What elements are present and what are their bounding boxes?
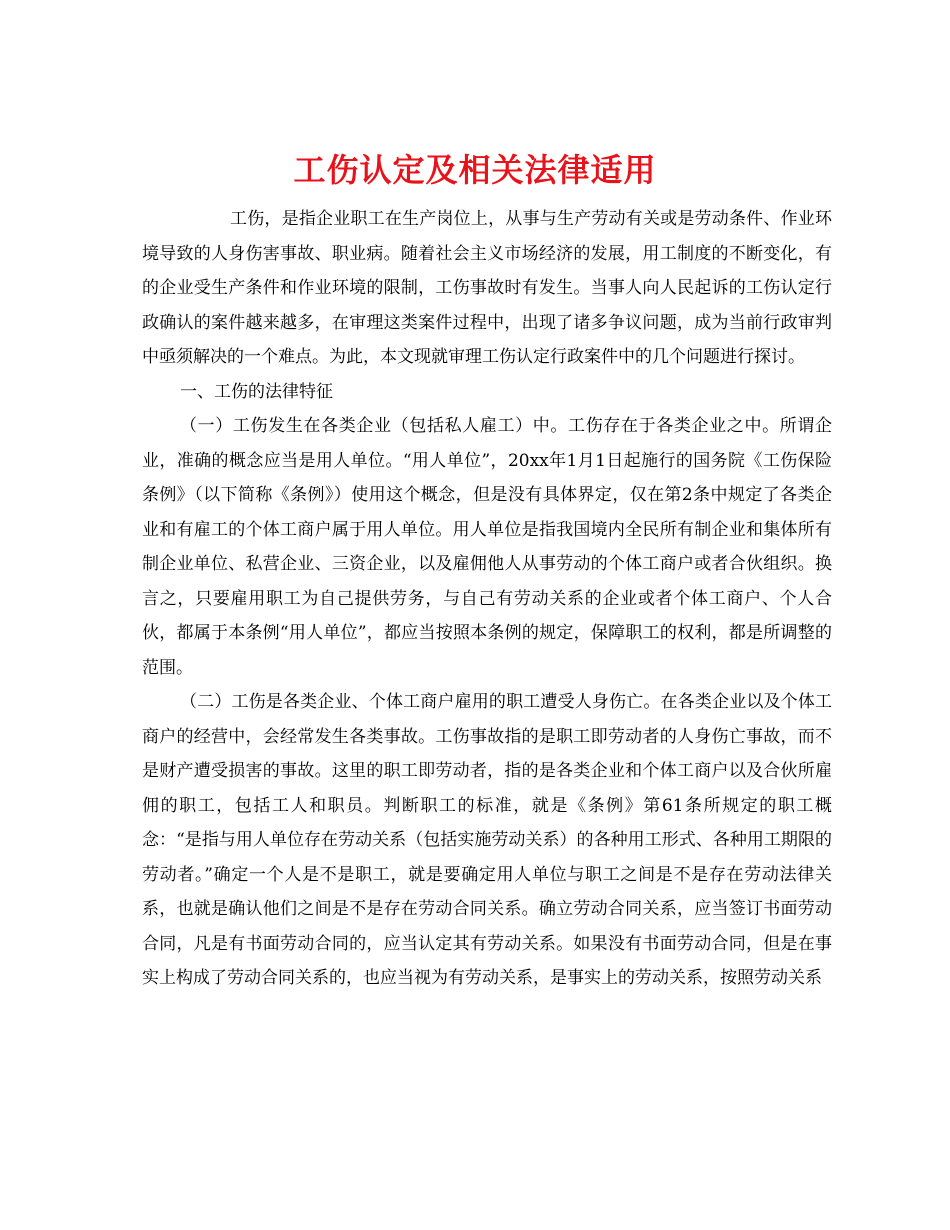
paragraph-intro: 工伤，是指企业职工在生产岗位上，从事与生产劳动有关或是劳动条件、作业环境导致的人身伤害事故、职业病。随着社会主义市场经济的发展，用工制度的不断变化，有的企业受生产条件和作业环境的限制，工伤事故时有发生。当事人向人民起诉的工伤认定行政确认的案件越来越多，在审理这类案件过程中，出现了诸多争议问题，成为当前行政审判中亟须解决的一个难点。为此，本文现就审理工伤认定行政案件中的几个问题进行探讨。: [142, 209, 832, 367]
document-body: [142, 202, 832, 996]
paragraph-section-2: （二）工伤是各类企业、个体工商户雇用的职工遭受人身伤亡。在各类企业以及个体工商户的经营中，会经常发生各类事故。工伤事故指的是职工即劳动者的人身伤亡事故，而不是财产遭受损害的事故。这里的职工即劳动者，指的是各类企业和个体工商户以及合伙所雇佣的职工，包括工人和职员。判断职工的标准，就是《条例》第61条所规定的职工概念：“是指与用人单位存在劳动关系（包括实施劳动关系）的各种用工形式、各种用工期限的劳动者。”确定一个人是不是职工，就是要确定用人单位与职工之间是不是存在劳动法律关系，也就是确认他们之间是不是存在劳动合同关系。确立劳动合同关系，应当签订书面劳动合同，凡是有书面劳动合同的，应当认定其有劳动关系。如果没有书面劳动合同，但是在事实上构成了劳动合同关系的，也应当视为有劳动关系，是事实上的劳动关系，按照劳动关系: [142, 692, 832, 988]
paragraph-section-1: （一）工伤发生在各类企业（包括私人雇工）中。工伤存在于各类企业之中。所谓企业，准确的概念应当是用人单位。“用人单位”，20xx年1月1日起施行的国务院《工伤保险条例》（以下简称《条例》）使用这个概念，但是没有具体界定，仅在第2条中规定了各类企业和有雇工的个体工商户属于用人单位。用人单位是指我国境内全民所有制企业和集体所有制企业单位、私营企业、三资企业，以及雇佣他人从事劳动的个体工商户或者合伙组织。换言之，只要雇用职工为自己提供劳务，与自己有劳动关系的企业或者个体工商户、个人合伙，都属于本条例“用人单位”，都应当按照本条例的规定，保障职工的权利，都是所调整的范围。: [142, 416, 832, 678]
section-heading-legal-features: 一、工伤的法律特征: [180, 381, 333, 402]
document-title: 工伤认定及相关法律适用: [293, 151, 657, 190]
